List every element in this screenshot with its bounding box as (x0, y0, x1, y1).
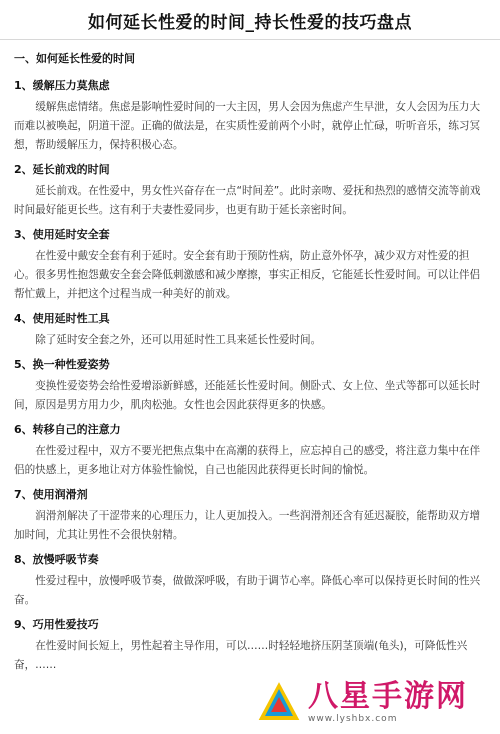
section-heading: 一、如何延长性爱的时间 (14, 52, 135, 65)
item-heading: 8、放慢呼吸节奏 (14, 553, 99, 566)
watermark-url: www.lyshbx.com (308, 714, 398, 724)
item-text: 延长前戏。在性爱中，男女性兴奋存在一点“时间差”。此时亲吻、爱抚和热烈的感情交流等前戏时间最好能更长些。这有利于夫妻性爱同步，也更有助于延长亲密时间。 (14, 185, 481, 216)
site-watermark (254, 674, 494, 730)
item-heading: 4、使用延时性工具 (14, 312, 110, 325)
item-text: 在性爱过程中，双方不要光把焦点集中在高潮的获得上，应忘掉自己的感受，将注意力集中在伴侣的快感上，更多地让对方体验性愉悦，自己也能因此获得更长时间的愉悦。 (14, 445, 481, 476)
article (0, 8, 500, 675)
item-text: 缓解焦虑情绪。焦虑是影响性爱时间的一大主因，男人会因为焦虑产生早泄，女人会因为压力大而难以被唤起，阴道干涩。正确的做法是，在实质性爱前两个小时，就停止忙碌，听听音乐，练习冥想，帮助缓解压力，保持积极心态。 (14, 101, 481, 151)
item-heading: 3、使用延时安全套 (14, 228, 110, 241)
list-item (14, 310, 486, 350)
item-text: 除了延时安全套之外，还可以用延时性工具来延长性爱时间。 (35, 334, 322, 346)
item-heading: 5、换一种性爱姿势 (14, 358, 110, 371)
item-heading: 7、使用润滑剂 (14, 488, 88, 501)
item-heading: 6、转移自己的注意力 (14, 423, 121, 436)
item-heading: 9、巧用性爱技巧 (14, 618, 99, 631)
item-text: 润滑剂解决了干涩带来的心理压力，让人更加投入。一些润滑剂还含有延迟凝胶，能帮助双方增加时间，尤其让男性不会很快射精。 (14, 510, 481, 541)
item-text: 在性爱中戴安全套有利于延时。安全套有助于预防性病，防止意外怀孕，减少双方对性爱的担心。很多男性抱怨戴安全套会降低刺激感和减少摩擦，事实正相反，它能延长性爱时间。可以让伴侣帮忙戴上，并把这个过程当成一种美好的前戏。 (14, 250, 481, 300)
list-item (14, 486, 486, 545)
watermark-logo-icon (254, 677, 304, 727)
title-divider (0, 39, 500, 40)
list-item (14, 356, 486, 415)
list-item (14, 551, 486, 610)
page-title: 如何延长性爱的时间_持长性爱的技巧盘点 (88, 13, 412, 33)
list-item (14, 226, 486, 304)
item-heading: 2、延长前戏的时间 (14, 163, 110, 176)
list-item (14, 421, 486, 480)
item-text: 在性爱时间长短上，男性起着主导作用，可以……时轻轻地挤压阴茎顶端(龟头)，可降低性兴奋，…… (14, 640, 468, 671)
item-text: 性爱过程中，放慢呼吸节奏，做做深呼吸，有助于调节心率。降低心率可以保持更长时间的性兴奋。 (14, 575, 481, 606)
list-item (14, 161, 486, 220)
watermark-name: 八星手游网 (308, 679, 468, 714)
item-text: 变换性爱姿势会给性爱增添新鲜感，还能延长性爱时间。侧卧式、女上位、坐式等都可以延长时间，原因是男方用力少，肌肉松弛。女性也会因此获得更多的快感。 (14, 380, 481, 411)
list-item (14, 616, 486, 675)
item-heading: 1、缓解压力莫焦虑 (14, 79, 110, 92)
list-item (14, 77, 486, 155)
